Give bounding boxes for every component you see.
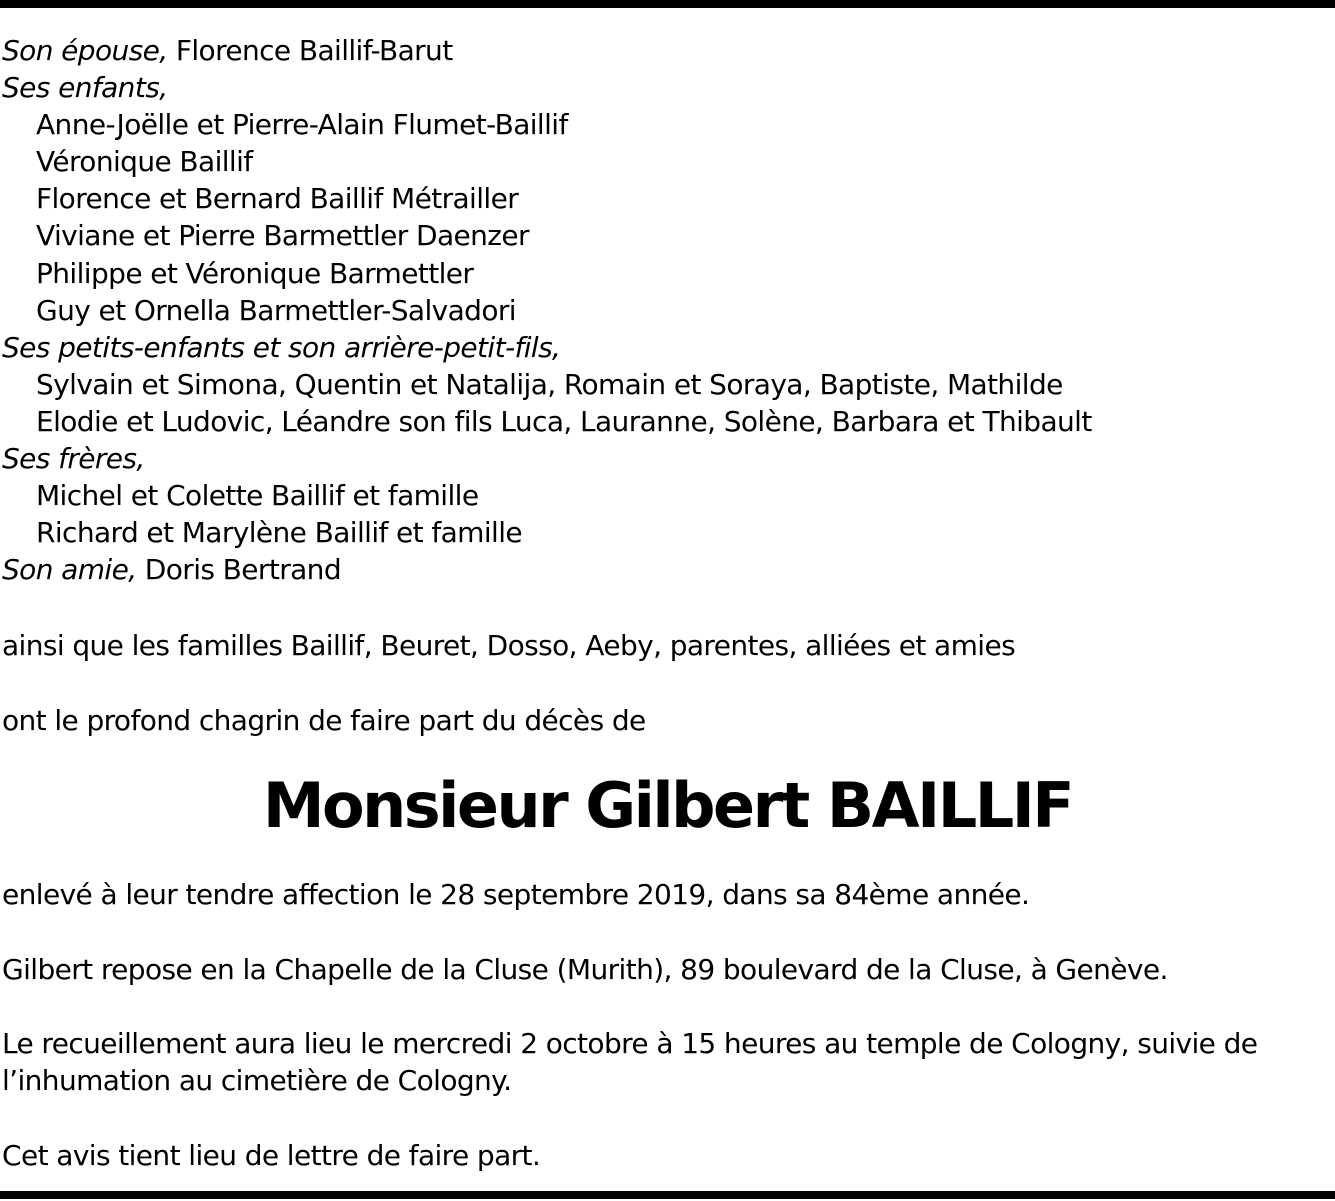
deceased-name-heading: Monsieur Gilbert BAILLIF	[262, 769, 1073, 842]
family-line-children-heading	[2, 69, 1332, 106]
family-member: Doris Bertrand	[136, 553, 341, 587]
family-member: Anne-Joëlle et Pierre-Alain Flumet-Baillif	[36, 108, 568, 142]
ceremony-line: l’inhumation au cimetière de Cologny.	[2, 1064, 512, 1098]
family-line-brothers-heading	[2, 440, 1332, 477]
family-line-friend	[2, 551, 1332, 588]
family-member: Richard et Marylène Baillif et famille	[36, 516, 523, 550]
repose-location-text: Gilbert repose en la Chapelle de la Cluse (Murith), 89 boulevard de la Cluse, à Genève.	[2, 953, 1168, 986]
closing-text: Cet avis tient lieu de lettre de faire part.	[2, 1139, 541, 1172]
family-line-spouse	[2, 32, 1332, 69]
family-member: Michel et Colette Baillif et famille	[36, 479, 479, 513]
family-member: Philippe et Véronique Barmettler	[36, 256, 474, 290]
passing-date-text: enlevé à leur tendre affection le 28 septembre 2019, dans sa 84ème année.	[2, 878, 1030, 911]
announcement-text: ont le profond chagrin de faire part du décès de	[2, 704, 646, 737]
family-member: Florence et Bernard Baillif Métrailler	[36, 182, 519, 216]
ceremony-line: Le recueillement aura lieu le mercredi 2 octobre à 15 heures au temple de Cologny, suivie de	[2, 1027, 1258, 1060]
family-member: Viviane et Pierre Barmettler Daenzer	[36, 219, 529, 253]
role-label: Ses frères,	[2, 442, 145, 476]
family-line-grandchildren-heading	[2, 329, 1332, 366]
ceremony-text	[2, 1025, 1335, 1099]
role-label: Ses petits-enfants et son arrière-petit-fils,	[2, 330, 561, 364]
role-label: Son amie,	[2, 553, 137, 587]
family-member: Elodie et Ludovic, Léandre son fils Luca, Lauranne, Solène, Barbara et Thibault	[36, 404, 1092, 438]
bottom-border-rule	[0, 1191, 1335, 1199]
role-label: Ses enfants,	[2, 71, 168, 105]
family-member: Guy et Ornella Barmettler-Salvadori	[36, 293, 516, 327]
family-member: Sylvain et Simona, Quentin et Natalija, Romain et Soraya, Baptiste, Mathilde	[36, 367, 1063, 401]
also-families-text: ainsi que les familles Baillif, Beuret, Dosso, Aeby, parentes, alliées et amies	[2, 629, 1016, 662]
family-list	[2, 32, 1332, 588]
family-member: Florence Baillif-Barut	[167, 34, 453, 67]
role-label: Son épouse,	[2, 34, 168, 67]
family-member: Véronique Baillif	[36, 145, 253, 179]
top-border-rule	[0, 0, 1335, 8]
